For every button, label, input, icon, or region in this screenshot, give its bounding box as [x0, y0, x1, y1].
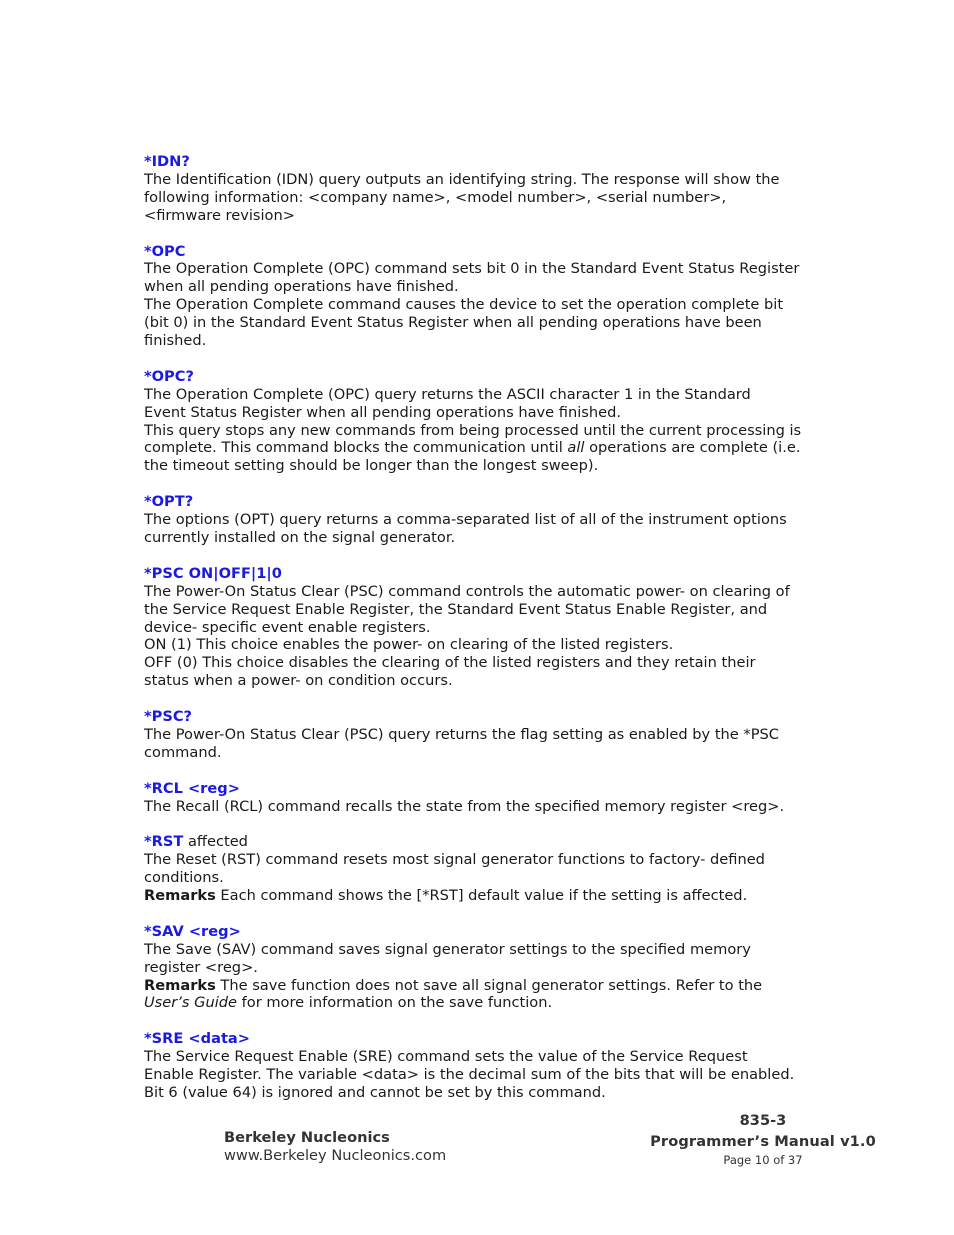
- document-body: [144, 153, 816, 1120]
- footer-page-number: Page 10 of 37: [723, 1153, 803, 1167]
- command-heading-line: [144, 833, 816, 851]
- command-heading: *IDN?: [144, 153, 190, 170]
- emphasis-text: all: [567, 439, 585, 457]
- body-line: finished.: [144, 332, 207, 350]
- body-text: operations are complete (i.e.: [584, 439, 801, 457]
- command-heading: *SAV <reg>: [144, 922, 241, 940]
- remarks-line: [144, 977, 816, 995]
- command-heading: *RCL <reg>: [144, 779, 240, 797]
- body-line: Bit 6 (value 64) is ignored and cannot be set by this command.: [144, 1083, 606, 1101]
- command-heading: *RST: [144, 833, 184, 851]
- body-line: The Recall (RCL) command recalls the state from the specified memory register <reg>.: [144, 797, 785, 815]
- body-line: The Reset (RST) command resets most signal generator functions to factory- defined: [144, 851, 765, 869]
- remarks-label: Remarks: [144, 887, 216, 905]
- section-opc-command: [144, 243, 816, 350]
- footer-manual-title: Programmer’s Manual v1.0: [650, 1133, 876, 1150]
- section-idn-query: [144, 153, 816, 225]
- footer-company-name: Berkeley Nucleonics: [224, 1129, 390, 1146]
- body-line: The Operation Complete (OPC) command sets bit 0 in the Standard Event Status Register: [144, 260, 800, 278]
- body-line: The Save (SAV) command saves signal generator settings to the specified memory: [144, 940, 751, 958]
- remarks-label: Remarks: [144, 976, 216, 994]
- section-opc-query: [144, 368, 816, 475]
- command-heading: *PSC?: [144, 708, 193, 726]
- remarks-text: The save function does not save all signal generator settings. Refer to the: [215, 976, 763, 994]
- body-line: This query stops any new commands from being processed until the current processing is: [144, 421, 802, 439]
- section-sre-command: [144, 1030, 816, 1102]
- footer-manual-block: [640, 1111, 886, 1167]
- body-text: complete. This command blocks the communication until: [144, 439, 568, 457]
- command-suffix: affected: [183, 833, 248, 851]
- body-line: register <reg>.: [144, 958, 258, 976]
- body-line: OFF (0) This choice disables the clearing of the listed registers and they retain their: [144, 654, 756, 672]
- section-rst-command: [144, 833, 816, 905]
- body-line: command.: [144, 743, 222, 761]
- body-line: when all pending operations have finished.: [144, 278, 459, 296]
- section-psc-command: [144, 565, 816, 690]
- body-line: status when a power- on condition occurs.: [144, 672, 453, 690]
- section-sav-command: [144, 923, 816, 1013]
- section-rcl-command: [144, 780, 816, 816]
- body-line: currently installed on the signal generator.: [144, 528, 456, 546]
- command-heading: *OPC?: [144, 367, 194, 385]
- body-line: <firmware revision>: [144, 206, 295, 224]
- body-line: The options (OPT) query returns a comma-separated list of all of the instrument options: [144, 511, 787, 529]
- command-heading: *SRE <data>: [144, 1030, 251, 1048]
- remarks-text: for more information on the save function.: [237, 994, 553, 1012]
- body-line: The Operation Complete command causes the device to set the operation complete bit: [144, 296, 784, 314]
- body-line: The Power-On Status Clear (PSC) query returns the flag setting as enabled by the *PSC: [144, 725, 779, 743]
- body-line: ON (1) This choice enables the power- on clearing of the listed registers.: [144, 636, 674, 654]
- command-heading: *OPT?: [144, 493, 194, 511]
- footer-company-block: [224, 1129, 446, 1165]
- body-line: The Service Request Enable (SRE) command sets the value of the Service Request: [144, 1048, 748, 1066]
- footer-model-number: 835-3: [739, 1112, 787, 1129]
- body-line: conditions.: [144, 869, 224, 887]
- body-line: The Identification (IDN) query outputs an identifying string. The response will show the: [144, 170, 780, 188]
- remarks-line: [144, 994, 816, 1012]
- emphasis-text: User’s Guide: [144, 994, 237, 1012]
- section-psc-query: [144, 708, 816, 762]
- body-line: Event Status Register when all pending operations have finished.: [144, 403, 622, 421]
- footer-website: www.Berkeley Nucleonics.com: [224, 1147, 447, 1164]
- command-heading: *PSC ON|OFF|1|0: [144, 564, 282, 582]
- body-line: device- specific event enable registers.: [144, 618, 431, 636]
- remarks-text: Each command shows the [*RST] default value if the setting is affected.: [215, 887, 748, 905]
- remarks-line: [144, 887, 816, 905]
- command-heading: *OPC: [144, 242, 186, 260]
- body-line: following information: <company name>, <model number>, <serial number>,: [144, 188, 727, 206]
- body-line: The Power-On Status Clear (PSC) command controls the automatic power- on clearing of: [144, 582, 790, 600]
- body-line: (bit 0) in the Standard Event Status Register when all pending operations have been: [144, 314, 762, 332]
- body-line: Enable Register. The variable <data> is the decimal sum of the bits that will be enabled.: [144, 1066, 795, 1084]
- body-line: the Service Request Enable Register, the Standard Event Status Enable Register, and: [144, 600, 768, 618]
- body-line: [144, 439, 816, 457]
- body-line: The Operation Complete (OPC) query returns the ASCII character 1 in the Standard: [144, 385, 751, 403]
- section-opt-query: [144, 493, 816, 547]
- body-line: the timeout setting should be longer than the longest sweep).: [144, 457, 599, 475]
